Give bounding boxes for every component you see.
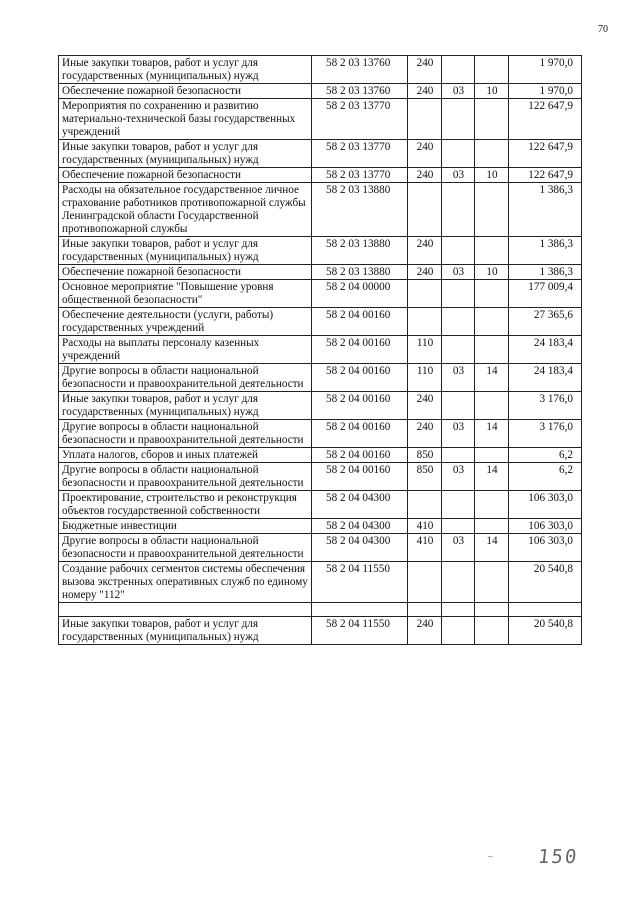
row-section-cell <box>442 56 475 84</box>
row-code-cell: 58 2 03 13760 <box>312 84 408 99</box>
row-subsection-cell <box>475 56 509 84</box>
table-spacer-row <box>59 603 582 617</box>
table-row <box>59 140 582 168</box>
row-name-cell: Другие вопросы в области национальной безопасности и правоохранительной деятельности <box>59 364 312 392</box>
handwritten-page-stamp: 150 <box>536 846 580 868</box>
table-row <box>59 364 582 392</box>
row-amount-cell: 24 183,4 <box>509 336 582 364</box>
row-code-cell: 58 2 04 00160 <box>312 448 408 463</box>
table-row <box>59 56 582 84</box>
spacer-cell <box>475 603 509 617</box>
row-subsection-cell: 10 <box>475 265 509 280</box>
row-section-cell <box>442 140 475 168</box>
row-name-cell: Иные закупки товаров, работ и услуг для государственных (муниципальных) нужд <box>59 392 312 420</box>
row-expense-type-cell: 110 <box>408 364 442 392</box>
row-code-cell: 58 2 04 00160 <box>312 420 408 448</box>
row-code-cell: 58 2 04 00160 <box>312 364 408 392</box>
row-expense-type-cell: 240 <box>408 420 442 448</box>
row-expense-type-cell <box>408 308 442 336</box>
row-expense-type-cell <box>408 280 442 308</box>
spacer-cell <box>509 603 582 617</box>
table-row <box>59 519 582 534</box>
row-code-cell: 58 2 03 13770 <box>312 140 408 168</box>
row-code-cell: 58 2 03 13880 <box>312 183 408 237</box>
table-row <box>59 491 582 519</box>
row-amount-cell: 1 386,3 <box>509 265 582 280</box>
table-row <box>59 336 582 364</box>
row-amount-cell: 106 303,0 <box>509 519 582 534</box>
row-name-cell: Иные закупки товаров, работ и услуг для государственных (муниципальных) нужд <box>59 140 312 168</box>
row-section-cell <box>442 448 475 463</box>
row-subsection-cell: 10 <box>475 84 509 99</box>
row-expense-type-cell: 410 <box>408 519 442 534</box>
row-subsection-cell <box>475 491 509 519</box>
row-code-cell: 58 2 04 04300 <box>312 534 408 562</box>
row-amount-cell: 27 365,6 <box>509 308 582 336</box>
table-row <box>59 168 582 183</box>
row-name-cell: Обеспечение пожарной безопасности <box>59 265 312 280</box>
table-row <box>59 617 582 645</box>
row-code-cell: 58 2 04 11550 <box>312 562 408 603</box>
table-row <box>59 534 582 562</box>
row-code-cell: 58 2 04 00160 <box>312 392 408 420</box>
row-name-cell: Иные закупки товаров, работ и услуг для государственных (муниципальных) нужд <box>59 56 312 84</box>
table-row <box>59 308 582 336</box>
table-row <box>59 562 582 603</box>
row-subsection-cell <box>475 392 509 420</box>
row-subsection-cell: 14 <box>475 463 509 491</box>
row-name-cell: Основное мероприятие "Повышение уровня общественной безопасности" <box>59 280 312 308</box>
row-code-cell: 58 2 04 00160 <box>312 308 408 336</box>
row-subsection-cell <box>475 336 509 364</box>
row-subsection-cell: 14 <box>475 420 509 448</box>
row-subsection-cell <box>475 237 509 265</box>
row-subsection-cell <box>475 519 509 534</box>
row-name-cell: Иные закупки товаров, работ и услуг для государственных (муниципальных) нужд <box>59 617 312 645</box>
row-section-cell: 03 <box>442 534 475 562</box>
row-subsection-cell: 14 <box>475 364 509 392</box>
row-section-cell <box>442 519 475 534</box>
row-amount-cell: 106 303,0 <box>509 491 582 519</box>
row-section-cell: 03 <box>442 84 475 99</box>
row-section-cell: 03 <box>442 265 475 280</box>
row-name-cell: Мероприятия по сохранению и развитию материально-технической базы государственных учреждений <box>59 99 312 140</box>
row-amount-cell: 6,2 <box>509 448 582 463</box>
table-row <box>59 392 582 420</box>
row-section-cell <box>442 392 475 420</box>
row-subsection-cell <box>475 183 509 237</box>
row-section-cell: 03 <box>442 168 475 183</box>
page-number: 70 <box>598 24 608 35</box>
row-name-cell: Проектирование, строительство и реконструкция объектов государственной собственности <box>59 491 312 519</box>
row-expense-type-cell: 240 <box>408 56 442 84</box>
row-subsection-cell <box>475 448 509 463</box>
row-name-cell: Другие вопросы в области национальной безопасности и правоохранительной деятельности <box>59 463 312 491</box>
row-amount-cell: 106 303,0 <box>509 534 582 562</box>
row-code-cell: 58 2 04 04300 <box>312 491 408 519</box>
row-name-cell: Обеспечение деятельности (услуги, работы) государственных учреждений <box>59 308 312 336</box>
row-expense-type-cell: 410 <box>408 534 442 562</box>
table-row <box>59 265 582 280</box>
row-amount-cell: 3 176,0 <box>509 420 582 448</box>
row-section-cell: 03 <box>442 463 475 491</box>
row-amount-cell: 122 647,9 <box>509 140 582 168</box>
table-row <box>59 183 582 237</box>
row-section-cell <box>442 183 475 237</box>
row-subsection-cell <box>475 562 509 603</box>
row-code-cell: 58 2 03 13880 <box>312 237 408 265</box>
row-amount-cell: 1 386,3 <box>509 183 582 237</box>
row-code-cell: 58 2 04 04300 <box>312 519 408 534</box>
row-subsection-cell <box>475 280 509 308</box>
table-row <box>59 237 582 265</box>
row-amount-cell: 1 970,0 <box>509 84 582 99</box>
row-subsection-cell <box>475 308 509 336</box>
budget-table <box>58 55 582 645</box>
row-section-cell <box>442 617 475 645</box>
spacer-cell <box>442 603 475 617</box>
row-section-cell <box>442 491 475 519</box>
row-amount-cell: 122 647,9 <box>509 168 582 183</box>
table-row <box>59 99 582 140</box>
row-section-cell <box>442 562 475 603</box>
row-section-cell <box>442 308 475 336</box>
table-body <box>59 56 582 645</box>
row-subsection-cell: 14 <box>475 534 509 562</box>
row-code-cell: 58 2 04 00000 <box>312 280 408 308</box>
row-amount-cell: 20 540,8 <box>509 562 582 603</box>
row-amount-cell: 177 009,4 <box>509 280 582 308</box>
row-code-cell: 58 2 03 13760 <box>312 56 408 84</box>
row-amount-cell: 3 176,0 <box>509 392 582 420</box>
row-amount-cell: 122 647,9 <box>509 99 582 140</box>
row-expense-type-cell: 240 <box>408 140 442 168</box>
row-expense-type-cell: 240 <box>408 265 442 280</box>
table-row <box>59 84 582 99</box>
table-row <box>59 463 582 491</box>
row-expense-type-cell <box>408 99 442 140</box>
spacer-cell <box>408 603 442 617</box>
row-expense-type-cell: 850 <box>408 448 442 463</box>
row-code-cell: 58 2 03 13880 <box>312 265 408 280</box>
row-subsection-cell <box>475 140 509 168</box>
row-expense-type-cell: 240 <box>408 168 442 183</box>
spacer-cell <box>312 603 408 617</box>
row-amount-cell: 24 183,4 <box>509 364 582 392</box>
row-expense-type-cell <box>408 562 442 603</box>
table-row <box>59 448 582 463</box>
row-section-cell: 03 <box>442 364 475 392</box>
row-amount-cell: 1 386,3 <box>509 237 582 265</box>
row-code-cell: 58 2 04 00160 <box>312 463 408 491</box>
row-section-cell: 03 <box>442 420 475 448</box>
row-name-cell: Обеспечение пожарной безопасности <box>59 168 312 183</box>
spacer-cell <box>59 603 312 617</box>
row-expense-type-cell: 850 <box>408 463 442 491</box>
row-amount-cell: 1 970,0 <box>509 56 582 84</box>
table-row <box>59 280 582 308</box>
row-expense-type-cell <box>408 183 442 237</box>
row-name-cell: Расходы на обязательное государственное личное страхование работников противопожарной службы Ленинградской области Государственной противопожарной службы <box>59 183 312 237</box>
row-expense-type-cell: 240 <box>408 392 442 420</box>
row-name-cell: Создание рабочих сегментов системы обеспечения вызова экстренных оперативных служб по единому номеру "112" <box>59 562 312 603</box>
row-name-cell: Расходы на выплаты персоналу казенных учреждений <box>59 336 312 364</box>
row-subsection-cell <box>475 99 509 140</box>
row-section-cell <box>442 99 475 140</box>
row-section-cell <box>442 336 475 364</box>
row-subsection-cell <box>475 617 509 645</box>
row-name-cell: Бюджетные инвестиции <box>59 519 312 534</box>
row-section-cell <box>442 237 475 265</box>
row-code-cell: 58 2 03 13770 <box>312 99 408 140</box>
row-name-cell: Другие вопросы в области национальной безопасности и правоохранительной деятельности <box>59 420 312 448</box>
row-name-cell: Другие вопросы в области национальной безопасности и правоохранительной деятельности <box>59 534 312 562</box>
row-amount-cell: 20 540,8 <box>509 617 582 645</box>
footer-mark: -- <box>488 852 493 860</box>
row-code-cell: 58 2 03 13770 <box>312 168 408 183</box>
row-code-cell: 58 2 04 00160 <box>312 336 408 364</box>
row-code-cell: 58 2 04 11550 <box>312 617 408 645</box>
row-expense-type-cell: 240 <box>408 617 442 645</box>
row-name-cell: Уплата налогов, сборов и иных платежей <box>59 448 312 463</box>
row-expense-type-cell: 240 <box>408 84 442 99</box>
row-name-cell: Обеспечение пожарной безопасности <box>59 84 312 99</box>
table-row <box>59 420 582 448</box>
row-name-cell: Иные закупки товаров, работ и услуг для государственных (муниципальных) нужд <box>59 237 312 265</box>
row-expense-type-cell: 240 <box>408 237 442 265</box>
row-expense-type-cell <box>408 491 442 519</box>
row-section-cell <box>442 280 475 308</box>
row-expense-type-cell: 110 <box>408 336 442 364</box>
row-subsection-cell: 10 <box>475 168 509 183</box>
row-amount-cell: 6,2 <box>509 463 582 491</box>
